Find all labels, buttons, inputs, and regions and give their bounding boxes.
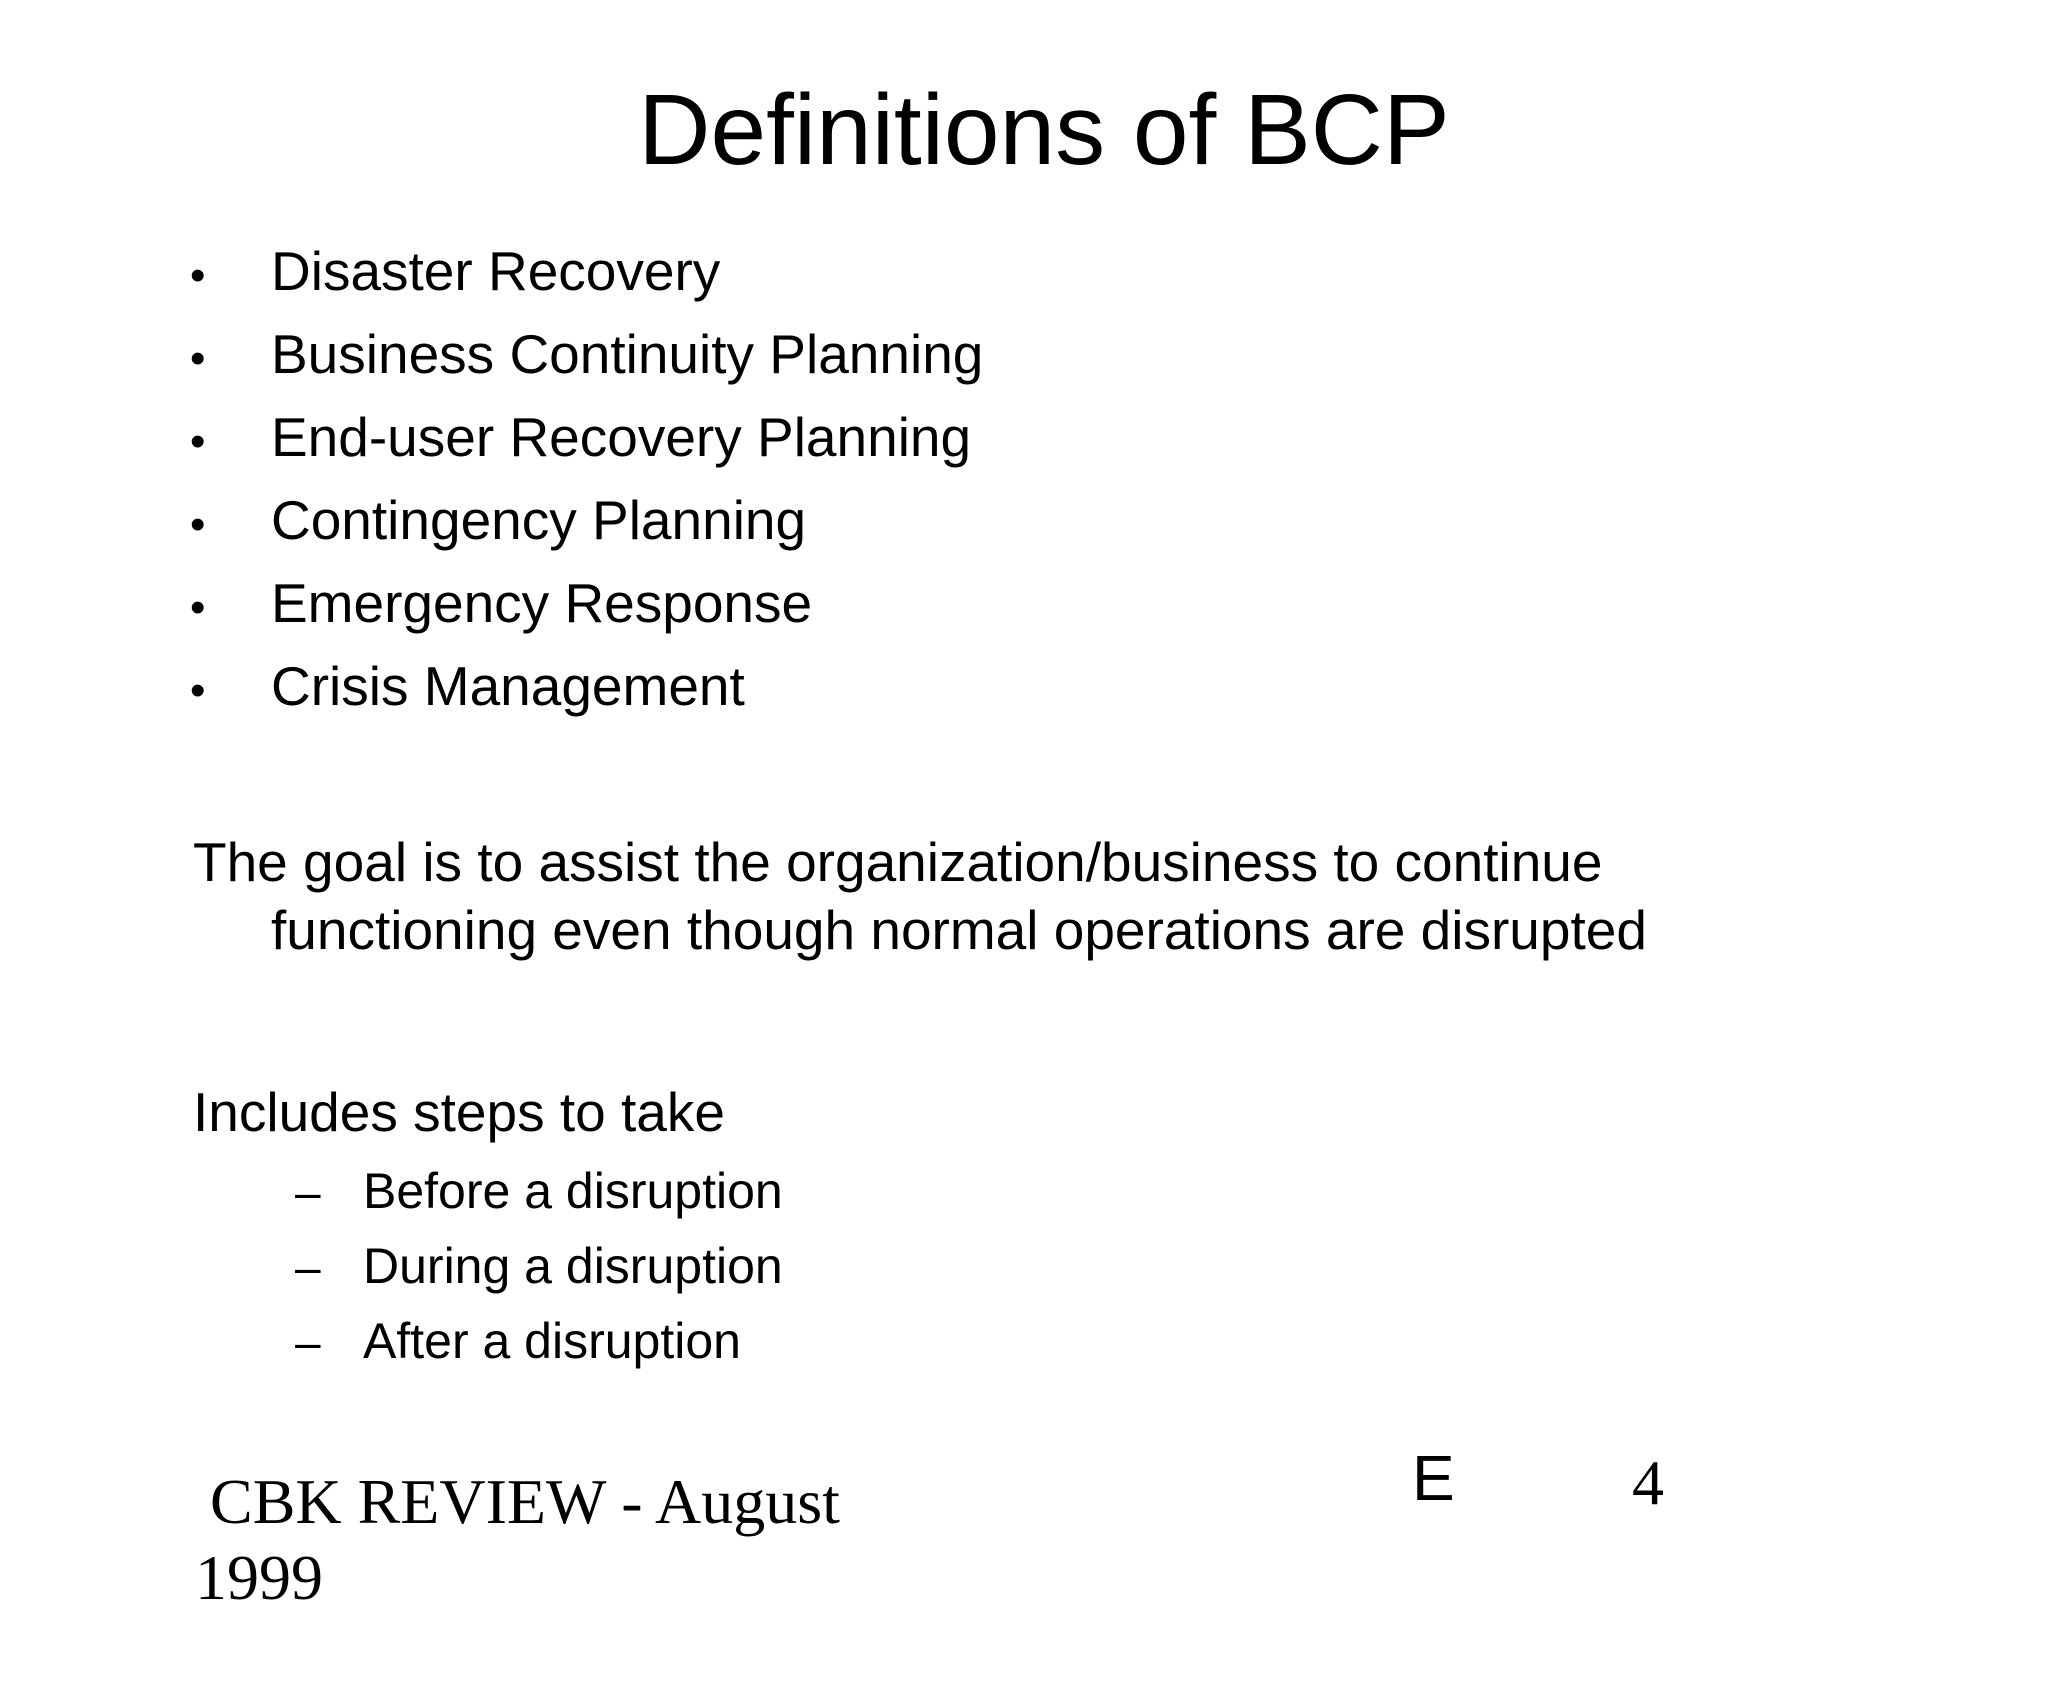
slide-title-text: Definitions of BCP xyxy=(638,74,1450,186)
list-item xyxy=(190,321,983,404)
list-item-text: Crisis Management xyxy=(271,655,745,717)
definitions-list xyxy=(190,238,983,736)
bullet-icon: • xyxy=(190,417,206,466)
list-item xyxy=(295,1310,783,1385)
list-item-text: End-user Recovery Planning xyxy=(271,406,972,468)
bullet-icon: • xyxy=(190,500,206,549)
list-item xyxy=(190,487,983,570)
goal-paragraph xyxy=(193,828,1843,964)
list-item-text: During a disruption xyxy=(363,1238,783,1294)
list-item-text: Emergency Response xyxy=(271,572,813,634)
footer-left xyxy=(195,1388,840,1692)
dash-icon: – xyxy=(295,1316,321,1368)
bullet-icon: • xyxy=(190,251,206,300)
bullet-icon: • xyxy=(190,334,206,383)
list-item xyxy=(190,238,983,321)
goal-line-2: functioning even though normal operations are disrupted xyxy=(271,899,1647,961)
list-item-text: Before a disruption xyxy=(363,1163,783,1219)
steps-list xyxy=(295,1160,783,1385)
list-item-text: After a disruption xyxy=(363,1313,741,1369)
footer-section-letter: E xyxy=(1412,1442,1455,1514)
goal-line-1: The goal is to assist the organization/business to continue xyxy=(193,831,1603,893)
includes-heading: Includes steps to take xyxy=(193,1081,725,1143)
footer-left-line-2: 1999 xyxy=(195,1542,323,1613)
list-item xyxy=(295,1160,783,1235)
list-item xyxy=(190,404,983,487)
list-item xyxy=(190,653,983,736)
dash-icon: – xyxy=(295,1166,321,1218)
bullet-icon: • xyxy=(190,583,206,632)
list-item-text: Business Continuity Planning xyxy=(271,323,984,385)
page-number: 4 xyxy=(1632,1447,1664,1518)
slide-title xyxy=(0,70,2048,190)
bullet-icon: • xyxy=(190,666,206,715)
list-item xyxy=(190,570,983,653)
list-item xyxy=(295,1235,783,1310)
footer-left-line-1: CBK REVIEW - August xyxy=(210,1466,840,1537)
dash-icon: – xyxy=(295,1241,321,1293)
list-item-text: Contingency Planning xyxy=(271,489,807,551)
list-item-text: Disaster Recovery xyxy=(271,240,721,302)
